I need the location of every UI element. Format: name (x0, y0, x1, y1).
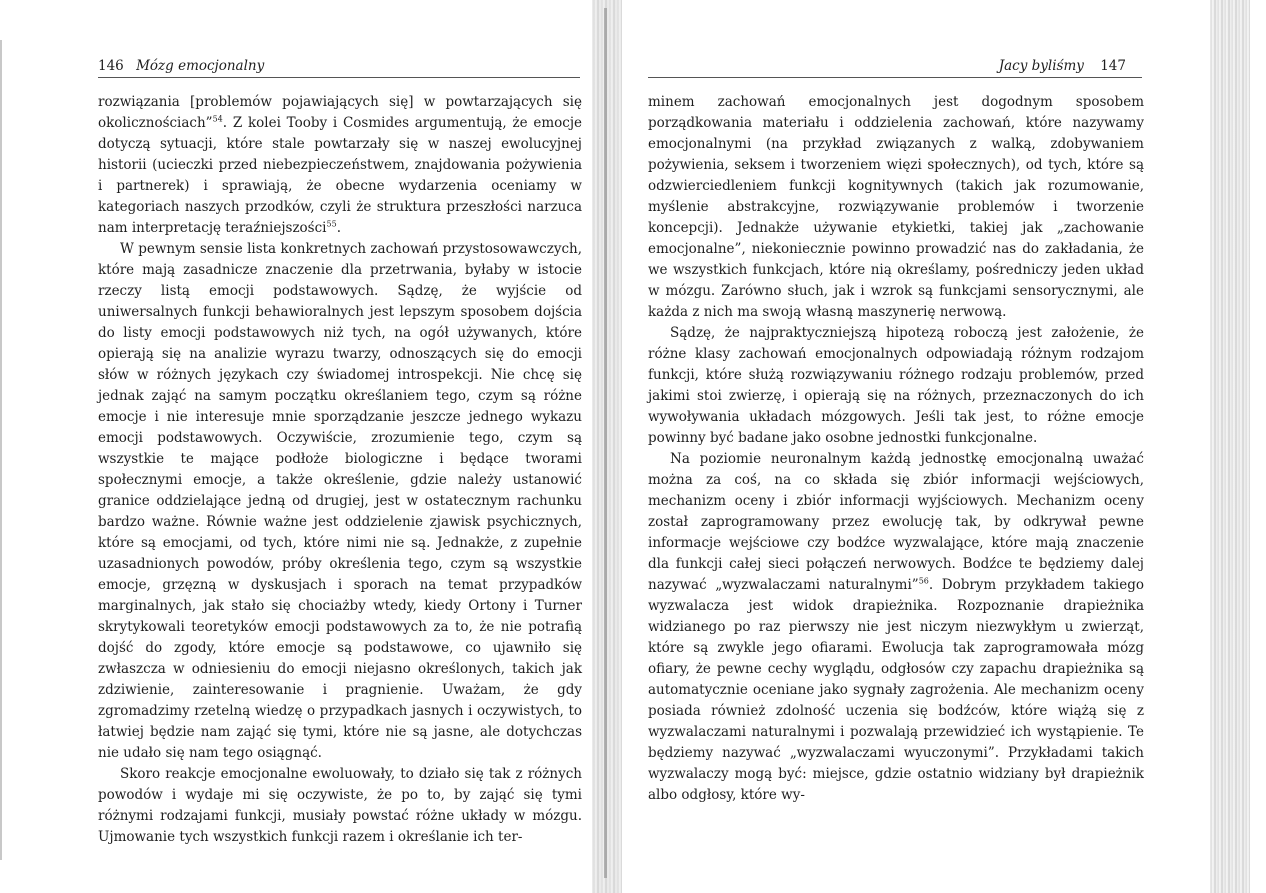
right-body-text (648, 92, 1144, 806)
footnote-ref: 54 (212, 114, 223, 124)
page-right-edge (1210, 0, 1250, 893)
paragraph (98, 92, 582, 239)
header-rule (98, 77, 580, 78)
left-page-header (98, 58, 264, 74)
book-spine-shadow (604, 8, 607, 878)
paragraph-text: . Z kolei Tooby i Cosmides argumentują, że emocje dotyczą sytuacji, które stale powtarzały się w naszej ewolucyjnej historii (ucieczki przed niebezpieczeństwem, znajdowania pożywienia i partnerek) i sprawiają, że obecne wydarzenia oceniamy w kategoriach naszych przodków, czyli że struktura przeszłości narzuca nam interpretację teraźniejszości (98, 115, 582, 236)
paragraph-text: W pewnym sensie lista konkretnych zachowań przystosowawczych, które mają zasadnicze znaczenie dla przetrwania, byłaby w istocie rzeczy listą emocji podstawowych. Sądzę, że wyjście od uniwersalnych funkcji behawioralnych jest lepszym sposobem dojścia do listy emocji podstawowych niż tych, na ogół używanych, które opierają się na analizie wyrazu twarzy, odnoszących się do emocji słów w różnych językach czy świadomej introspekcji. Nie chcę się jednak zająć na samym początku określaniem tego, czym są różne emocje i nie interesuje mnie sporządzanie jeszcze jednego wykazu emocji podstawowych. Oczywiście, zrozumienie tego, czym są wszystkie te mające podłoże biologiczne i będące tworami społecznymi emocje, a także określenie, gdzie należy ustanowić granice oddzielające jedną od drugiej, jest w ostatecznym rachunku bardzo ważne. Równie ważne jest oddzielenie zjawisk psychicznych, które są emocjami, od tych, które nimi nie są. Jednakże, z zupełnie uzasadnionych powodów, próby określenia tego, czym są wszystkie emocje, grzęzną w dyskusjach i sporach na temat przypadków marginalnych, jak stało się chociażby wtedy, kiedy Ortony i Turner skrytykowali teoretyków emocji podstawowych za to, że nie potrafią dojść do zgody, które emocje są podstawowe, co ujawniło się zwłaszcza w odniesieniu do emocji niejasno określonych, takich jak zdziwienie, zainteresowanie i pragnienie. Uważam, że gdy zgromadzimy rzetelną wiedzę o przypadkach jasnych i oczywistych, to łatwiej będzie nam zająć się tymi, które nie są jasne, ale dotychczas nie udało się nam tego osiągnąć. (98, 241, 582, 761)
footnote-ref: 55 (326, 219, 337, 229)
left-body-text (98, 92, 582, 848)
running-title: Mózg emocjonalny (136, 58, 265, 74)
paragraph (648, 323, 1144, 449)
page-number: 147 (1100, 58, 1126, 74)
running-title: Jacy byliśmy (998, 58, 1084, 74)
paragraph (98, 764, 582, 848)
paragraph-text: . Dobrym przykładem takiego wyzwalacza jest widok drapieżnika. Rozpoznanie drapieżnika widzianego po raz pierwszy nie jest niczym niezwykłym u zwierząt, które są zwykle jego ofiarami. Ewolucja tak zaprogramowała mózg ofiary, że pewne cechy wyglądu, odgłosów czy zapachu drapieżnika są automatycznie oceniane jako sygnały zagrożenia. Ale mechanizm oceny posiada również zdolność uczenia się bodźców, które wiążą się z wyzwalaczami naturalnymi i pozwalają przewidzieć ich wystąpienie. Te będziemy nazywać „wyzwalaczami wyuczonymi”. Przykładami takich wyzwalaczy mogą być: miejsce, gdzie ostatnio widziany był drapieżnik albo odgłosy, które wy- (648, 577, 1144, 803)
paragraph-text: Sądzę, że najpraktyczniejszą hipotezą roboczą jest założenie, że różne klasy zachowań emocjonalnych odpowiadają różnym rodzajom funkcji, które służą rozwiązywaniu różnego rodzaju problemów, przed jakimi stoi zwierzę, i opierają się na różnych, przeznaczonych do ich wywoływania układach mózgowych. Jeśli tak jest, to różne emocje powinny być badane jako osobne jednostki funkcjonalne. (648, 325, 1144, 446)
paragraph-text: rozwiązania [problemów pojawiających się] w powtarzających się okolicznościach” (98, 94, 582, 131)
page-number: 146 (98, 58, 124, 74)
paragraph-text: Na poziomie neuronalnym każdą jednostkę emocjonalną uważać można za coś, na co składa się zbiór informacji wejściowych, mechanizm oceny i zbiór informacji wyjściowych. Mechanizm oceny został zaprogramowany przez ewolucję tak, by odkrywał pewne informacje wejściowe czy bodźce wyzwalające, które mają znaczenie dla funkcji całej sieci połączeń nerwowych. Bodźce te będziemy dalej nazywać „wyzwalaczami naturalnymi” (648, 451, 1144, 593)
paragraph (648, 92, 1144, 323)
paragraph (98, 239, 582, 764)
paragraph-text: Skoro reakcje emocjonalne ewoluowały, to działo się tak z różnych powodów i wydaje mi się oczywiste, że po to, by zająć się tymi różnymi rodzajami funkcji, musiały powstać różne układy w mózgu. Ujmowanie tych wszystkich funkcji razem i określanie ich ter- (98, 766, 582, 845)
paragraph (648, 449, 1144, 806)
paragraph-text: . (336, 220, 341, 236)
right-page-header (999, 58, 1126, 74)
footnote-ref: 56 (918, 576, 929, 586)
right-page (616, 0, 1266, 893)
header-rule (648, 77, 1142, 78)
left-page (0, 0, 610, 893)
paragraph-text: minem zachowań emocjonalnych jest dogodnym sposobem porządkowania materiału i oddzielenia zachowań, które nazywamy emocjonalnymi (na przykład związanych z walką, zdobywaniem pożywienia, seksem i tworzeniem więzi społecznych), od tych, które są odzwierciedleniem funkcji kognitywnych (takich jak rozumowanie, myślenie abstrakcyjne, rozwiązywanie problemów i tworzenie koncepcji). Jednakże używanie etykietki, takiej jak „zachowanie emocjonalne”, niekoniecznie powinno prowadzić nas do zakładania, że we wszystkich funkcjach, które nią określamy, pośredniczy jeden układ w mózgu. Zarówno słuch, jak i wzrok są funkcjami sensorycznymi, ale każda z nich ma swoją własną maszynerię nerwową. (648, 94, 1144, 320)
